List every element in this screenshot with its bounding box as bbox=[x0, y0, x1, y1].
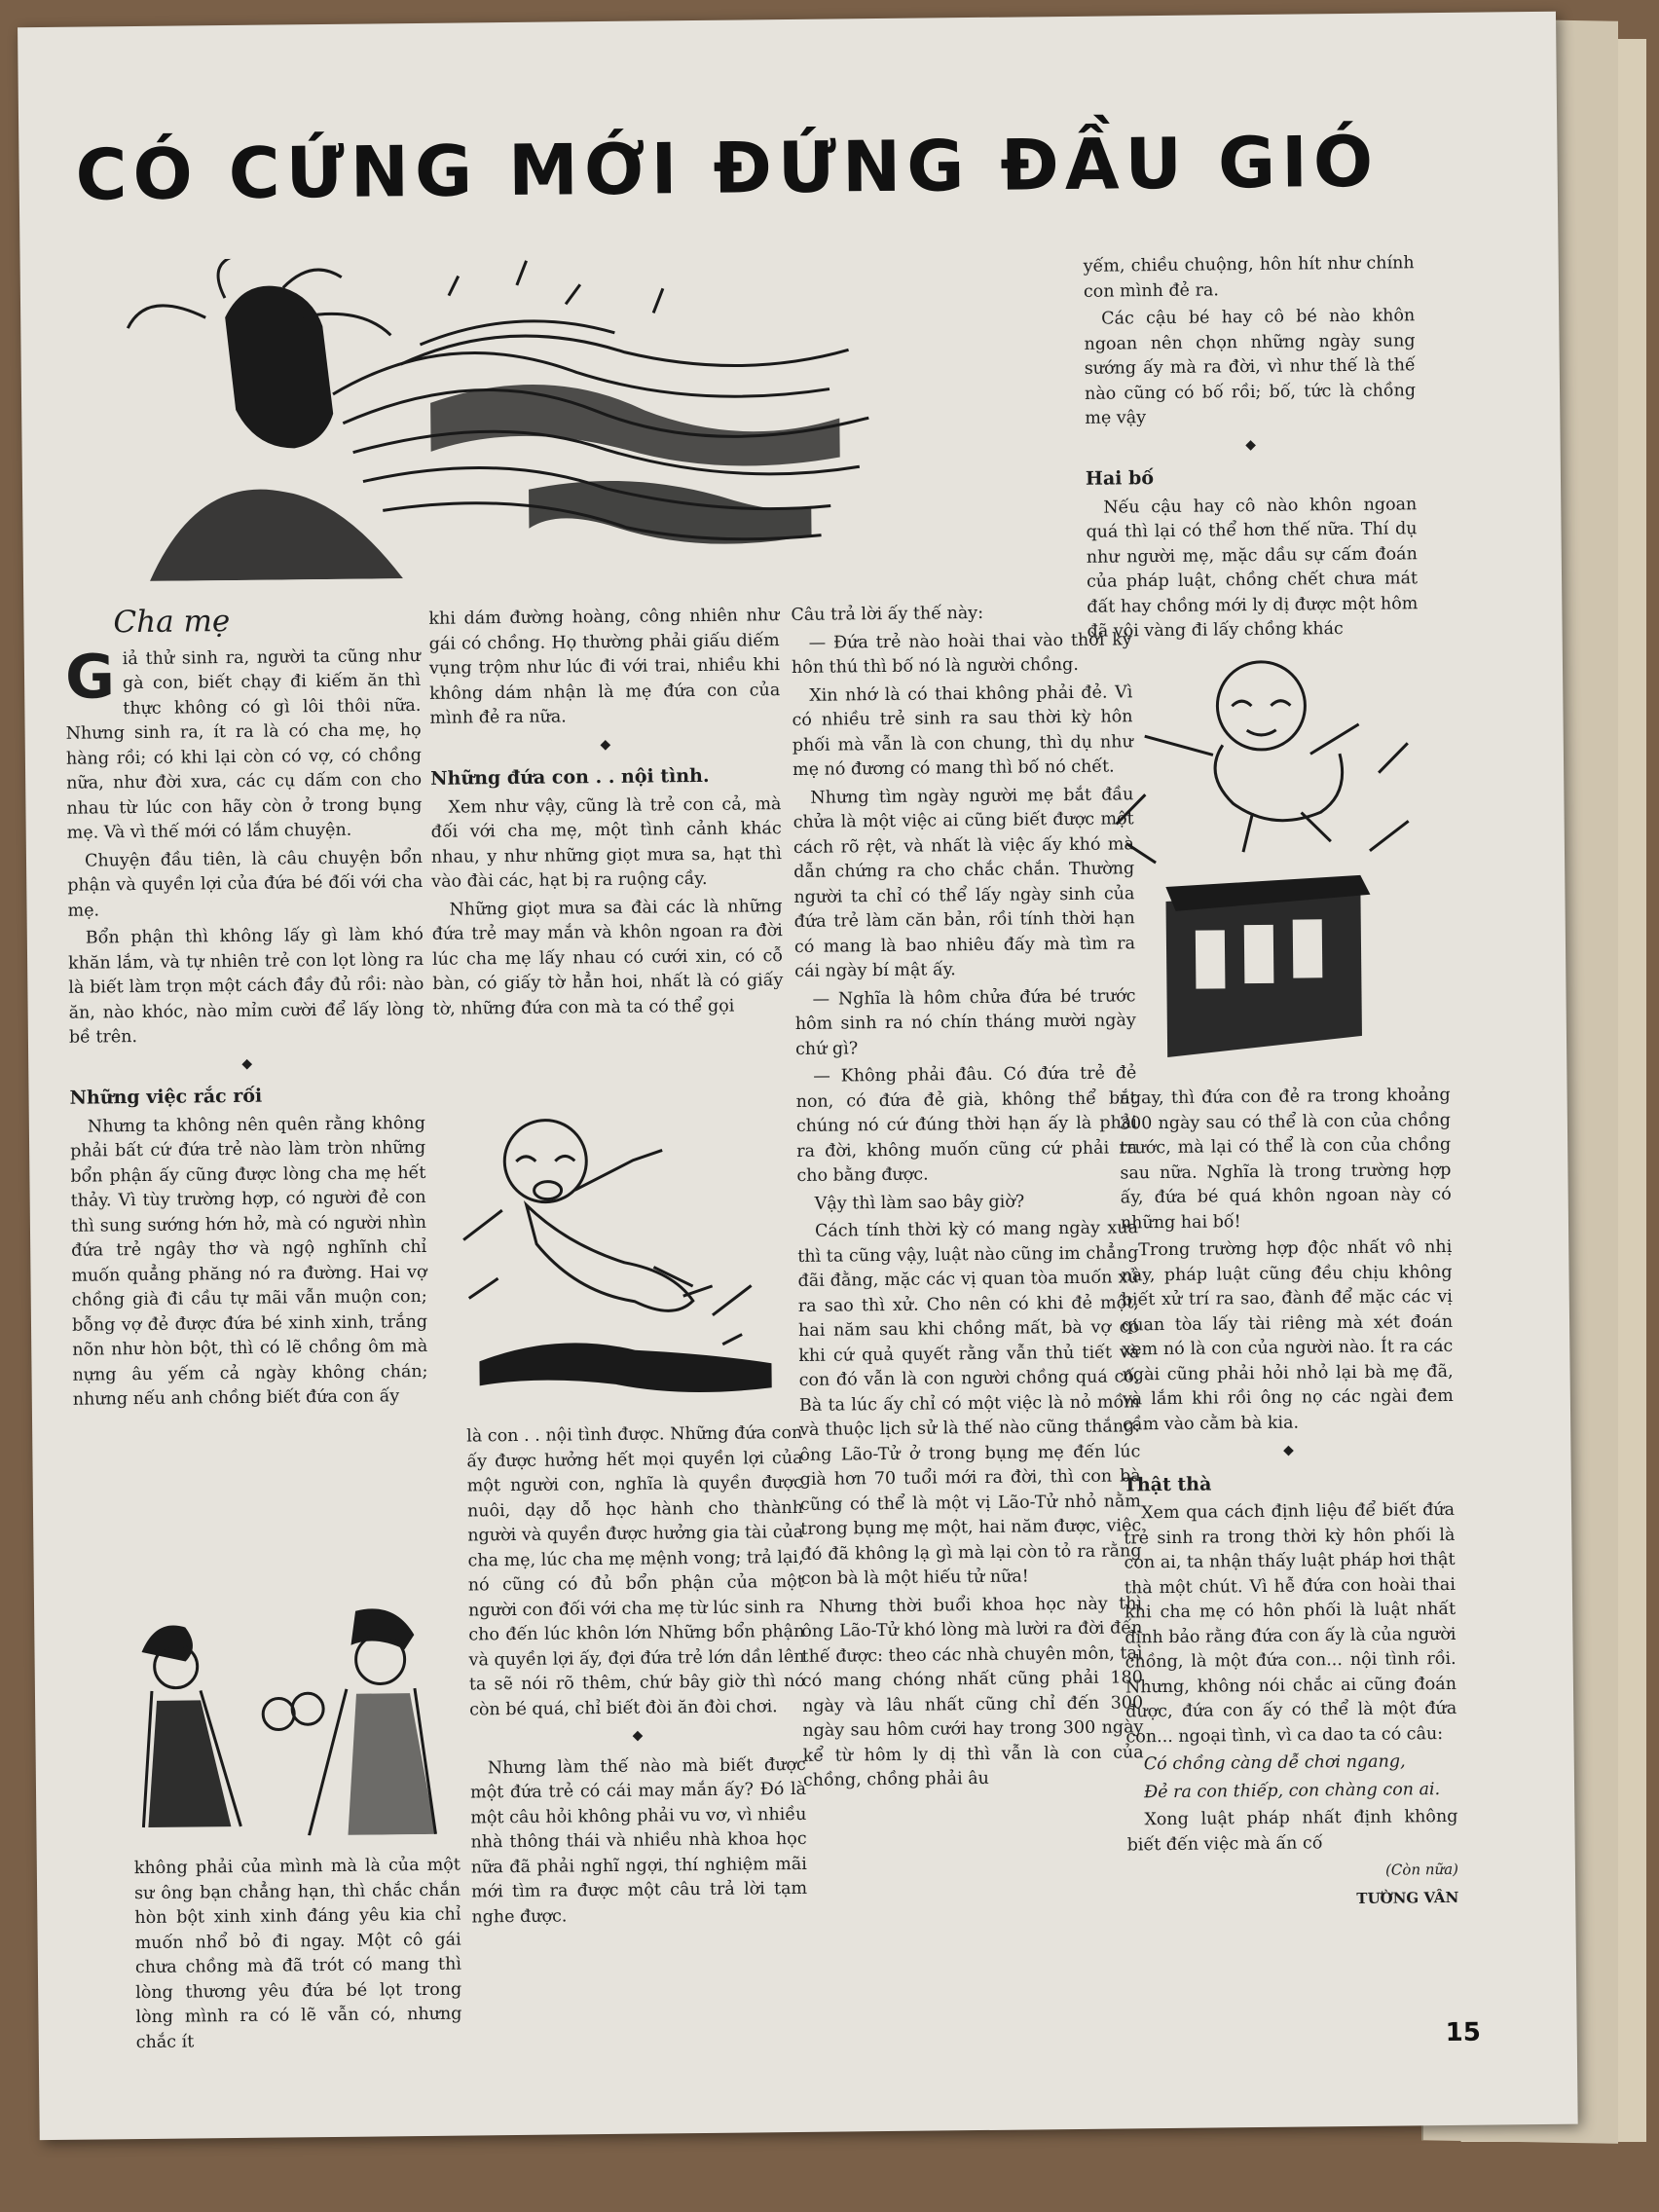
paragraph: yếm, chiều chuộng, hôn hít như chính con mình đẻ ra. bbox=[1083, 253, 1415, 302]
column-2 bbox=[428, 604, 783, 1025]
family-illustration bbox=[122, 1601, 445, 1837]
section-divider: ◆ bbox=[632, 1727, 644, 1744]
column-4 bbox=[1084, 251, 1419, 647]
paragraph: — Nghĩa là hôm chửa đứa bé trước hôm sinh ra nó chín tháng mười ngày chứ gì? bbox=[794, 985, 1136, 1059]
column-3 bbox=[791, 600, 1144, 1796]
paragraph: là con . . nội tình được. Những đứa con ấy được hưởng hết mọi quyền lợi của một người con, nghĩa là quyền được nuôi, dạy dỗ học hành cho thành người và quyền được hưởng gia tài của cha mẹ, lúc cha mẹ mệnh vong; trả lại, nó cũng có đủ bổn phận của một người con đối với cha mẹ từ lúc sinh ra cho đến lúc khôn lớn Những bổn phận và quyền lợi ấy, đợi đứa trẻ lớn dần lên ta sẽ nói rõ thêm, chứ bây giờ thì nó còn bé quá, chỉ biết đòi ăn đòi chơi. bbox=[466, 1422, 805, 1720]
paragraph: Xem như vậy, cũng là trẻ con cả, mà đối với cha mẹ, một tình cảnh khác nhau, y như những giọt mưa sa, hạt thì vào đài các, hạt bị ra ruộng cầy. bbox=[430, 793, 783, 892]
section-divider: ◆ bbox=[1245, 436, 1257, 453]
paragraph: iả thử sinh ra, người ta cũng như gà con, biết chạy đi kiếm ăn thì thực không có gì lôi thôi nữa. Nhưng sinh ra, ít ra là có cha mẹ, họ hàng rồi; có khi lại còn có vợ, có chồng nữa, như đời xưa, các cụ dấm con cho nhau từ lúc con hãy còn ở trong bụng mẹ. Và vì thế mới có lắm chuyện. bbox=[65, 645, 423, 843]
paragraph: Xem qua cách định liệu để biết đứa trẻ sinh ra trong thời kỳ hôn phối là con ai, ta nhận thấy luật pháp hơi thật thà một chút. Vì hễ đứa con hoài thai khi cha mẹ có hôn phối là luật nhất định bảo rằng đứa con ấy là của người chồng, là một đứa con... nội tình rồi. Nhưng, không nói chắc ai cũng đoán được, đứa con ấy có thể là một đứa con... ngoại tình, vì ca dao ta có câu: bbox=[1124, 1499, 1457, 1747]
verse-line: Có chồng càng dễ chơi ngang, bbox=[1143, 1751, 1406, 1775]
paragraph: Trong trường hợp độc nhất vô nhị này, pháp luật cũng đều chịu không biết xử trí ra sao, đành để mặc các vị quan tòa lấy tài riêng mà xét đoán xem nó là con của người nào. Ít ra các ngài cũng phải hỏi nhỏ lại bà mẹ đã, và lắm khi rồi ông nọ các ngài đem cầm vào cằm bà kia. bbox=[1121, 1236, 1454, 1434]
magazine-page bbox=[18, 12, 1578, 2140]
article-title: CÓ CỨNG MỚI ĐỨNG ĐẦU GIÓ bbox=[75, 120, 1380, 216]
verse-line: Đẻ ra con thiếp, con chàng con ai. bbox=[1143, 1779, 1441, 1802]
paragraph: Chuyện đầu tiên, là câu chuyện bổn phận và quyền lợi của đứa bé đối với cha mẹ. bbox=[67, 847, 424, 921]
author-signature: TƯỜNG VÂN bbox=[1356, 1888, 1459, 1907]
section-divider: ◆ bbox=[600, 736, 611, 753]
column-2-bottom bbox=[466, 1421, 807, 1934]
section-heading-that-tha: Thật thà bbox=[1123, 1473, 1212, 1495]
baby-on-crib-illustration bbox=[1105, 645, 1421, 1077]
section-divider: ◆ bbox=[1282, 1442, 1294, 1458]
paragraph: Các cậu bé hay cô bé nào khôn ngoan nên chọn những ngày sung sướng ấy mà ra đời, vì như thế là thế nào cũng có bố rồi; bố, tức là chồng mẹ vậy bbox=[1084, 306, 1417, 428]
page-number: 15 bbox=[1445, 2017, 1482, 2048]
paragraph: Nhưng thời buổi khoa học này thì ông Lão-Tử khó lòng mà lười ra đời đến thế được: theo các nhà chuyên môn, tại có mang chóng nhất cũng phải 180 ngày và lâu nhất cũng chỉ đến 300 ngày sau hôm cưới hay trong 300 ngày kể từ hôm ly dị thì vẫn là con của chồng, chồng phải âu bbox=[801, 1593, 1144, 1790]
paragraph: Nhưng ta không nên quên rằng không phải bất cứ đứa trẻ nào làm tròn những bổn phận ấy cũng được lòng cha mẹ hết thảy. Vì tùy trường hợp, có người đẻ con thì sung sướng hớn hở, mà có người nhìn đứa trẻ ngây thơ và ngộ nghĩnh chỉ muốn quẳng phăng nó ra đường. Hai vợ chồng già đi cầu tự mãi vẫn muộn con; bỗng vợ đẻ được đứa bé xinh xinh, trắng nõn như hòn bột, thì có lẽ chồng ôm mà nựng âu yếm cả ngày không chán; nhưng nếu anh chồng biết đứa con ấy bbox=[70, 1113, 428, 1410]
paragraph: không phải của mình mà là của một sư ông bạn chẳng hạn, thì chắc chắn hòn bột xinh xinh đáng yêu kia chỉ muốn nhổ bỏ đi ngay. Một cô gái chưa chồng mà đã trót có mang thì lòng thương yêu đứa bé lọt trong lòng mình ra có lẽ vẫn có, nhưng chắc ít bbox=[133, 1855, 462, 2052]
continued-note: (Còn nữa) bbox=[1384, 1860, 1459, 1879]
drop-cap: G bbox=[64, 640, 116, 713]
section-divider: ◆ bbox=[241, 1055, 253, 1072]
crying-baby-illustration bbox=[458, 1100, 782, 1395]
column-4-bottom bbox=[1120, 1084, 1459, 1917]
column-1 bbox=[64, 604, 428, 1416]
paragraph: — Không phải đâu. Có đứa trẻ đẻ non, có đứa đẻ già, không thể bắt chúng nó cứ đúng thời hạn ấy là phải ra đời, không muốn cũng cứ phải ra cho bằng được. bbox=[795, 1063, 1138, 1186]
paragraph: — Đứa trẻ nào hoài thai vào thời kỳ hôn thú thì bố nó là người chồng. bbox=[791, 629, 1132, 678]
section-heading-hai-bo: Hai bố bbox=[1085, 467, 1155, 490]
section-heading-cha-me: Cha mẹ bbox=[113, 604, 231, 641]
paragraph: Xin nhớ là có thai không phải đẻ. Vì có nhiều trẻ sinh ra sau thời kỳ hôn phối mà vẫn là con chung, thì dụ như mẹ nó đương có mang thì bố nó chết. bbox=[792, 682, 1133, 780]
paragraph: Cách tính thời kỳ có mang ngày xưa thì ta cũng vậy, luật nào cũng im chẳng đãi đằng, mặc các vị quan tòa muốn xử ra sao thì xử. Cho nên có khi đẻ một, hai năm sau khi chồng mất, bà vợ có khi cứ quả quyết rằng vẫn thủ tiết và con đó vẫn là con người chồng quá cố. Bà ta lúc ấy chỉ có một việc là nỏ mồm và thuộc lịch sử là thế nào cũng thắng: ông Lão-Tử ở trong bụng mẹ đến lúc già hơn 70 tuổi mới ra đời, thì con bà cũng có thể là một vị Lão-Tử nhỏ nằm trong bụng mẹ một, hai năm được, việc đó đã không lạ gì mà lại còn tỏ ra rằng con bà là một hiếu tử nữa! bbox=[797, 1218, 1142, 1589]
paragraph: Câu trả lời ấy thế này: bbox=[791, 603, 984, 625]
wind-illustration bbox=[108, 250, 1046, 581]
paragraph: Bổn phận thì không lấy gì làm khó khăn lắm, và tự nhiên trẻ con lọt lòng ra là biết làm trọn một cách đầy đủ rồi: nào ăn, nào khóc, nào mỉm cười để lấy lòng bề trên. bbox=[68, 924, 424, 1048]
paragraph: ngay, thì đứa con đẻ ra trong khoảng 300 ngày sau có thể là con của chồng trước, mà lại có thể là con của chồng sau nữa. Nghĩa là trong trường hợp ấy, đứa bé quá khôn ngoan này có những hai bố! bbox=[1119, 1085, 1452, 1233]
paragraph: Những giọt mưa sa đài các là những đứa trẻ may mắn và khôn ngoan ra đời lúc cha mẹ lấy nhau có cưới xin, có cỗ bàn, có giấy tờ hẳn hoi, nhất là có giấy tờ, những đứa con mà ta có thể gọi bbox=[431, 896, 784, 1019]
section-heading-nhung-viec-rac-roi: Những việc rắc rối bbox=[69, 1085, 263, 1109]
paragraph: khi dám đường hoàng, công nhiên như gái có chồng. Họ thường phải giấu diếm vụng trộm như lúc đi với trai, nhiều khi không dám nhận là mẹ đứa con của mình đẻ ra nữa. bbox=[428, 606, 781, 728]
section-heading-nhung-dua-con: Những đứa con . . nội tình. bbox=[430, 764, 710, 790]
paragraph: Nhưng tìm ngày người mẹ bắt đầu chửa là một việc ai cũng biết được một cách rõ rệt, và nhất là việc ấy khó mà dẫn chứng ra cho chắc chắn. Thường người ta chỉ có thể lấy ngày sinh của đứa trẻ làm căn bản, rồi tính thời hạn có mang là bao nhiêu đấy mà tìm ra cái ngày bí mật ấy. bbox=[793, 784, 1136, 981]
paragraph: Nhưng làm thế nào mà biết được một đứa trẻ có cái may mắn ấy? Đó là một câu hỏi không phải vu vơ, vì nhiều nhà thông thái và nhiều nhà khoa học nữa đã phải nghĩ ngợi, thí nghiệm mãi mới tìm ra được một câu trả lời tạm nghe được. bbox=[469, 1754, 808, 1927]
column-1-bottom bbox=[134, 1854, 462, 2058]
paragraph: Nếu cậu hay cô nào khôn ngoan quá thì lại có thể hơn thế nữa. Thí dụ như người mẹ, mặc dầu sự cấm đoán của pháp luật, chồng chết chưa mát đất hay chồng mới ly dị được một hôm đã vội vàng đi lấy chồng khác bbox=[1086, 494, 1419, 642]
paragraph: Vậy thì làm sao bây giờ? bbox=[814, 1192, 1025, 1214]
paragraph: Xong luật pháp nhất định không biết đến việc mà ấn cố bbox=[1126, 1806, 1458, 1855]
